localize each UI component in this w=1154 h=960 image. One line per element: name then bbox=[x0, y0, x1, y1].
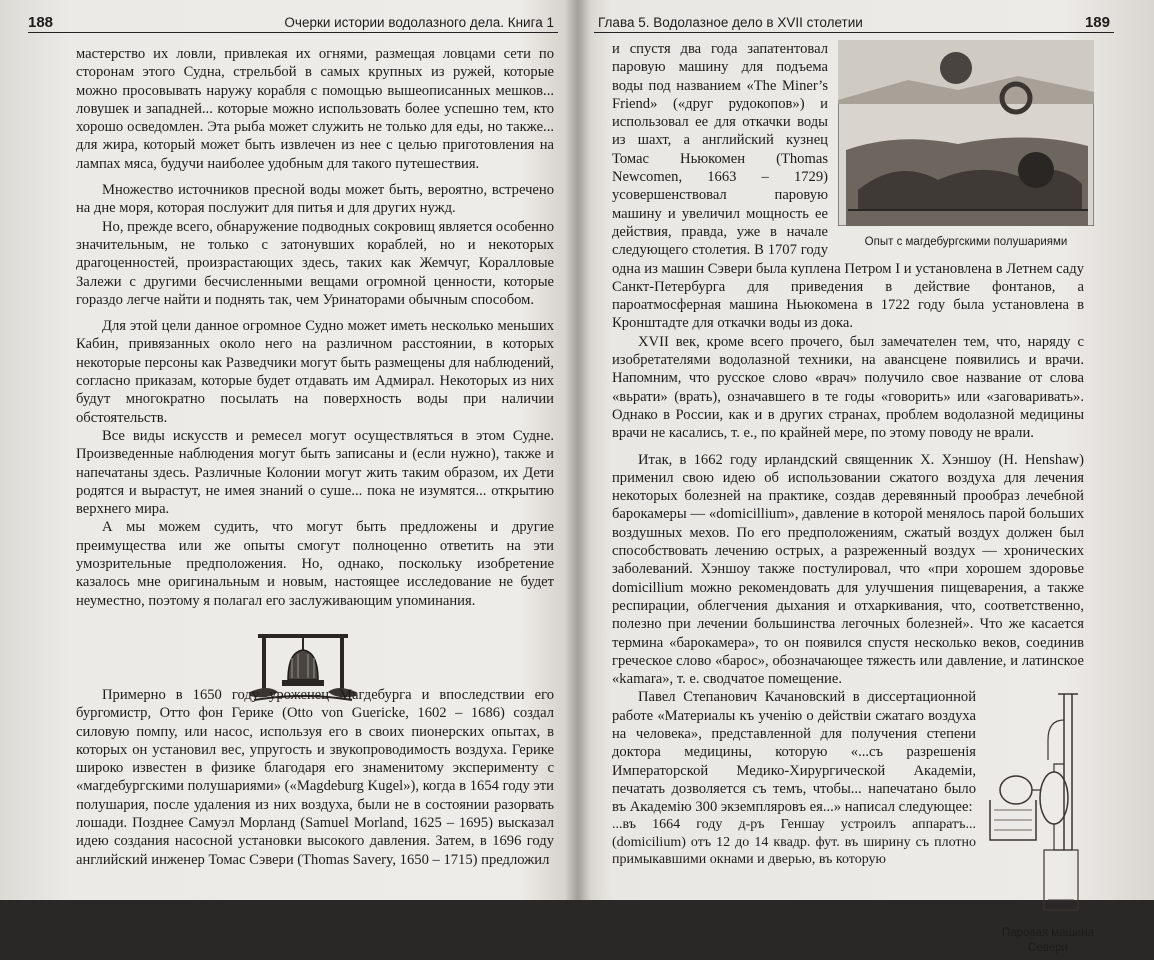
left-running-title: Очерки истории водолазного дела. Книга 1 bbox=[284, 15, 554, 30]
right-running-title: Глава 5. Водолазное дело в XVII столетии bbox=[598, 15, 863, 30]
left-paragraph: Но, прежде всего, обнаружение подводных сокровищ является особенно значительным, не только с затонувших кораблей, но и некоторых драгоценностей, произрастающих здесь, таких как Жемчуг, Коралловые Залежи с другими бесчисленными вещами огромной ценности, которые гораздо легче найти и поднять так, чем Уринаторами обычным способом. bbox=[76, 218, 554, 308]
savery-engine-figure bbox=[988, 690, 1108, 955]
right-paragraph: Итак, в 1662 году ирландский священник Х. Хэншоу (H. Henshaw) применил свою идею об использовании сжатого воздуха для лечения некоторых болезней на практике, создав деревянный прообраз лечебной барокамеры — «domicillium», давление в которой менялось парой больших воздушных мехов. По его предположениям, сжатый воздух должен был способствовать лечению острых, а разреженный воздух — хронических заболеваний. Хэншоу также постулировал, что «при хорошем здоровье domicillium можно рекомендовать для улучшения пищеварения, а также респирации, облегчения дыхания и отхаркивания, что, соответственно, полезно при лечении большинства легочных болезней». Что же касается термина «барокамера», то он появился спустя несколько веков, соединив греческое слово «барос», обозначающее тяжесть или давление, и латинское «kamara», т. е. сводчатое помещение. bbox=[612, 451, 1084, 688]
left-paragraph: Примерно в 1650 году уроженец Магдебурга и впоследствии его бургомистр, Отто фон Герике (Otto von Guericke, 1602 – 1686) создал силовую помпу, или насос, используя его в своих пионерских опытах, в которых он установил вес, упругость и звукопроводимость воздуха. Герике широко известен в физике благодаря его знаменитому эксперименту с «магдебургскими полушариями» («Magdeburg Kugel»), когда в 1654 году эти полушария, после удаления из них воздуха, были не в состоянии разорвать лошади. Позднее Самуэл Морланд (Samuel Morland, 1625 – 1695) высказал идею создания насосной установки высокого давления. Затем, в 1696 году английский инженер Томас Сэвери (Thomas Savery, 1650 – 1715) предложил bbox=[76, 687, 554, 868]
left-paragraph: Для этой цели данное огромное Судно может иметь несколько меньших Кабин, привязанных около него на различном расстоянии, в которых некоторые персоны как Разведчики могут быть размещены для наблюдений, согласно приказам, которые будет отдавать им Адмирал. Некоторых из них будут многократно посылать на поверхность воды при наличии обстоятельств. bbox=[76, 318, 554, 426]
right-page-text bbox=[612, 40, 1094, 960]
quotation: ...въ 1664 году д-ръ Геншау устроилъ аппаратъ... (domicilium) отъ 12 до 14 квадр. фут. въ ширину съ плотно примыкавшими окнами и дверью, въ которую bbox=[612, 817, 976, 868]
savery-engine-drawing bbox=[988, 690, 1108, 920]
right-running-header bbox=[594, 14, 1114, 33]
book-gutter bbox=[565, 0, 591, 900]
figure-caption: Опыт с магдебургскими полушариями bbox=[864, 236, 1068, 249]
right-page-number: 189 bbox=[1084, 14, 1110, 31]
left-page-text bbox=[76, 45, 554, 724]
left-bottom-text bbox=[76, 686, 554, 869]
left-paragraph: мастерство их ловли, привлекая их огнями, размещая ловцами сети по сторонам этого Судна, стрельбой в самых крупных из ружей, которые можно просовывать наружу корабля с помощью вышеописанных мешков... ловушек и западней... которые можно использовать более успешно тем, кто хорошо осведомлен. Эта рыба может служить не только для еды, но также... для жира, который может быть извлечен из нее с целью приготовления на лампах мяса, будучи наиболее удобным для такого путешествия. bbox=[76, 46, 554, 172]
left-running-header bbox=[28, 14, 558, 33]
left-paragraph: Все виды искусств и ремесел могут осуществляться в этом Судне. Произведенные наблюдения могут быть записаны и (если нужно), также и напечатаны здесь. Различные Колонии могут жить таким образом, их Дети родятся и вырастут, не имея знаний о суше... пока не изумятся... открытию верхнего мира. bbox=[76, 427, 554, 518]
magdeburg-hemispheres-engraving bbox=[838, 40, 1094, 226]
figure-caption: Паровая машина Севери bbox=[1002, 926, 1094, 954]
left-paragraph: А мы можем судить, что могут быть предложены и другие преимущества или же опыты смогут полноценно ответить на эти умозрительные предположения. Но, однако, поскольку изобретение казалось мне оригинальным и новым, настоящее исследование не будет неуместно, поэтому я полагал его заслуживающим упоминания. bbox=[76, 519, 554, 609]
right-paragraph: и спустя два года запатентовал паровую машину для подъема воды под названием «The Miner’s Friend» («друг рудокопов») и использовал ее для откачки воды из шахт, а английский кузнец Томас Ньюкомен (Thomas Newcomen, 1663 – 1729) усовершенствовал паровую машину и увеличил мощность ее действия, правда, уже в начале следующего столетия. В 1707 году одна из машин Сэвери была куплена Петром I и установлена в Летнем саду Санкт-Петербурга для приведения в действие фонтанов, а пароатмосферная машина Ньюкомена в 1722 году была установлена в Кронштадте для откачки воды из дока. bbox=[612, 41, 1084, 332]
right-paragraph: Павел Степанович Качановский в диссертационной работе «Материалы къ ученію о действіи сжатаго воздуха на человека», представленной для получения степени доктора медицины, которую «...съ разрешенія Императорской Медико-Хирургической Академіи, печатать дозволяется съ темъ, чтобы... напечатано было въ Академію 300 экземпляровъ ея...» написал следующее: bbox=[612, 689, 976, 816]
right-paragraph: XVII век, кроме всего прочего, был замечателен тем, что, наряду с изобретателями водолазной техники, на авансцене появились и врачи. Напомним, что русское слово «врач» получило свое название от слова «вьрати» (врать), означавшего в те годы «говорить» или «заговаривать». Однако в России, как и в других странах, проблем водолазной медицины врачи не касались, т. е., по крайней мере, по этому поводу не врали. bbox=[612, 333, 1084, 442]
left-paragraph: Множество источников пресной воды может быть, вероятно, встречено на дне моря, которая послужит для питья и для других нужд. bbox=[76, 182, 554, 217]
left-page-number: 188 bbox=[28, 14, 54, 31]
magdeburg-hemispheres-figure bbox=[838, 40, 1094, 250]
